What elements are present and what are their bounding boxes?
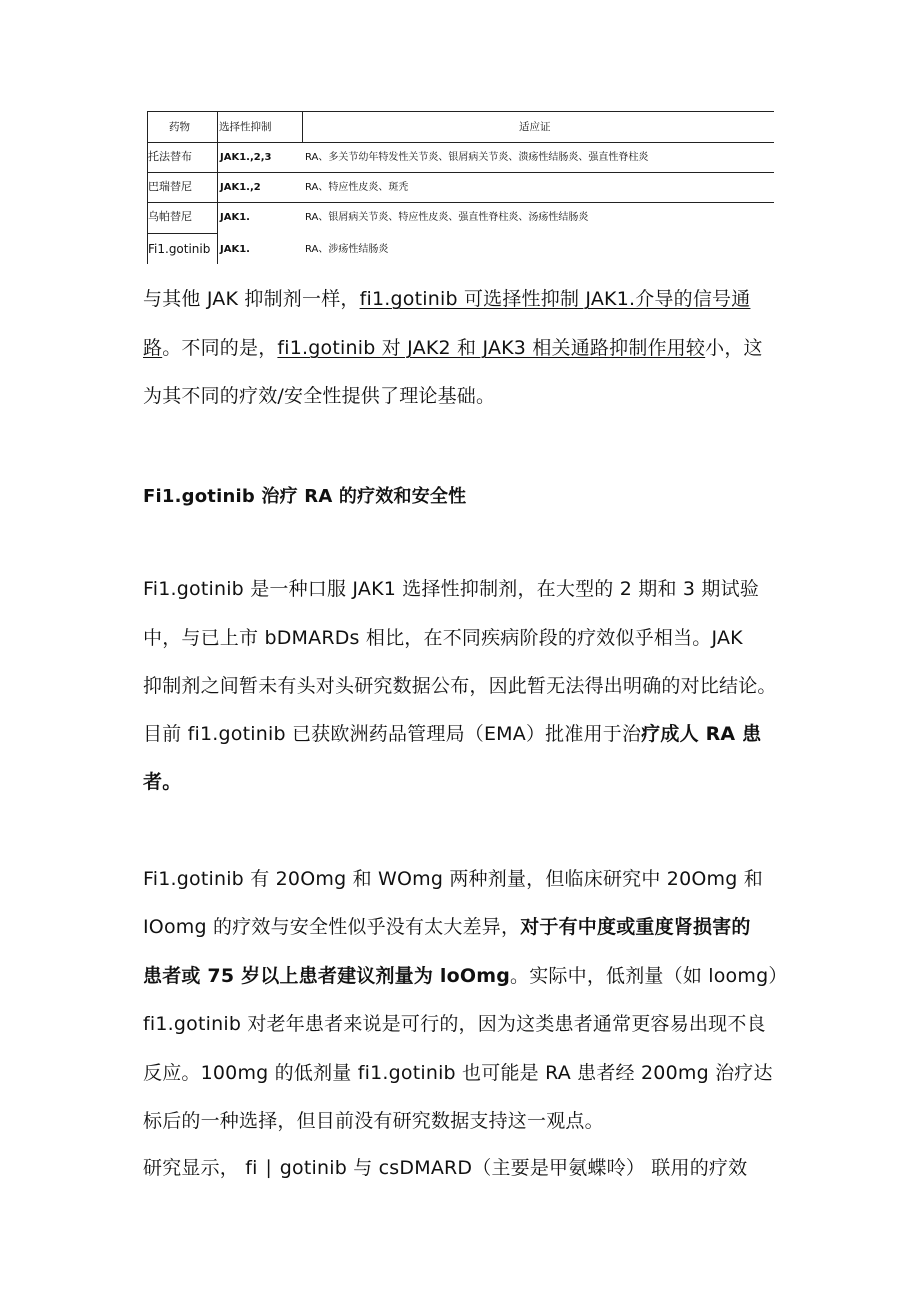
text-span: 目前 fi1.gotinib 已获欧洲药品管理局（EMA）批准用于治 (143, 723, 642, 745)
table-cell-indication: RA、涉疡性结肠炎 (305, 244, 389, 255)
table-header-selectivity: 选择性抑制 (219, 121, 272, 133)
paragraph-line: fi1.gotinib 对老年患者来说是可行的，因为这类患者通常更容易出现不良 (143, 1013, 766, 1035)
table-cell-indication: RA、银屑病关节炎、特应性皮炎、强直性脊柱炎、汤疡性结肠炎 (305, 212, 589, 223)
section-heading: Fi1.gotinib 治疗 RA 的疗效和安全性 (143, 486, 467, 507)
text-span: 小，这 (705, 337, 763, 359)
paragraph-line: 抑制剂之间暂未有头对头研究数据公布，因此暂无法得出明确的对比结论。 (143, 675, 777, 697)
table-rule (147, 111, 774, 112)
paragraph-line: 为其不同的疗效/安全性提供了理论基础。 (143, 385, 496, 407)
paragraph-line: 研究显示， fi ∣ gotinib 与 csDMARD（主要是甲氨蝶呤） 联用的疗效 (143, 1157, 748, 1179)
table-cell-drug: 巴瑞替尼 (148, 180, 192, 193)
paragraph-line (143, 287, 750, 311)
paragraph-line: Fi1.gotinib 是一种口服 JAK1 选择性抑制剂，在大型的 2 期和 3 期试验 (143, 578, 760, 600)
paragraph-line (143, 336, 763, 360)
table-cell-drug: 乌帕替尼 (148, 210, 192, 223)
table-cell-selectivity: JAK1. (220, 212, 250, 223)
paragraph-line (143, 722, 761, 746)
table-cell-selectivity: JAK1.,2 (220, 182, 261, 193)
jak-inhibitor-table (147, 111, 774, 264)
table-cell-indication: RA、特应性皮炎、斑秃 (305, 182, 409, 193)
paragraph-line: Fi1.gotinib 有 20Omg 和 WOmg 两种剂量，但临床研究中 20Omg 和 (143, 868, 763, 890)
paragraph-line (143, 915, 751, 939)
table-cell-drug: Fi1.gotinib (148, 242, 211, 256)
bold-text: 患者或 75 岁以上患者建议剂量为 loOmg (143, 965, 511, 987)
bold-text: 疗成人 RA 患 (641, 723, 762, 745)
text-span: IOomg 的疗效与安全性似乎没有太大差异， (143, 916, 521, 938)
paragraph-line (143, 964, 788, 988)
table-cell-selectivity: JAK1.,2,3 (220, 152, 272, 163)
table-rule (147, 202, 774, 203)
table-header-drug: 药物 (169, 121, 190, 133)
table-rule (147, 142, 774, 143)
paragraph-line: 标后的一种选择，但目前没有研究数据支持这一观点。 (143, 1110, 604, 1132)
table-cell-selectivity: JAK1. (220, 244, 250, 255)
text-span: 。实际中，低剂量（如 loomg） (510, 965, 788, 987)
table-cell-drug: 托法替布 (148, 150, 192, 163)
text-span: 与其他 JAK 抑制剂一样， (143, 288, 360, 310)
table-cell-indication: RA、多关节幼年特发性关节炎、银屑病关节炎、溃疡性结肠炎、强直性脊柱炎 (305, 152, 649, 163)
underlined-text: fi1.gotinib 可选择性抑制 JAK1.介导的信号通 (359, 288, 751, 310)
text-span: 。不同的是， (162, 337, 278, 359)
paragraph-line: 中，与已上市 bDMARDs 相比，在不同疾病阶段的疗效似乎相当。JAK (143, 627, 743, 649)
table-header-indication: 适应证 (519, 121, 551, 133)
underlined-text: 路 (143, 337, 163, 359)
table-rule (147, 233, 217, 234)
bold-text: 对于有中度或重度肾损害的 (520, 916, 751, 938)
table-rule (302, 111, 303, 142)
underlined-text: fi1.gotinib 对 JAK2 和 JAK3 相关通路抑制作用较 (277, 337, 706, 359)
paragraph-line: 者。 (143, 771, 182, 793)
table-rule (217, 111, 218, 264)
table-rule (147, 172, 774, 173)
paragraph-line: 反应。100mg 的低剂量 fi1.gotinib 也可能是 RA 患者经 200mg 治疗达 (143, 1062, 773, 1084)
